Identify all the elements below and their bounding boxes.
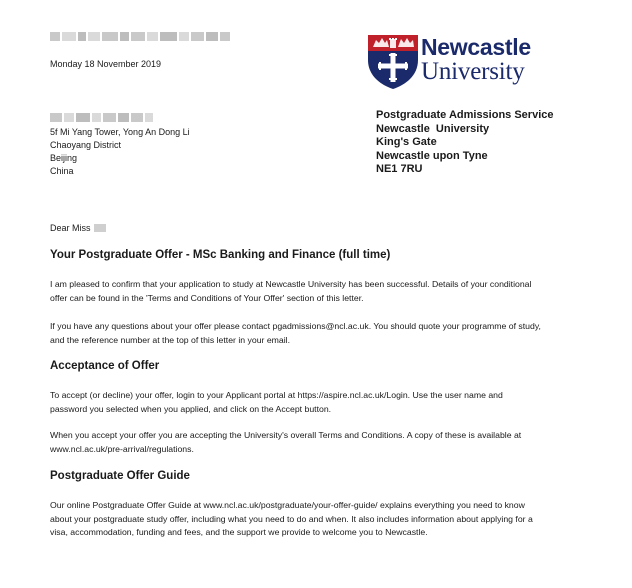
sender-address <box>376 109 554 177</box>
paragraph-line: and the reference number at the top of this letter in your email. <box>50 334 291 345</box>
recipient-address <box>50 126 190 178</box>
logo-line-2: University <box>421 58 525 85</box>
paragraph-line: Our online Postgraduate Offer Guide at www.ncl.ac.uk/postgraduate/your-offer-guide/ explains everything you need to know <box>50 500 525 510</box>
offer-guide-heading: Postgraduate Offer Guide <box>50 470 190 482</box>
offer-guide-paragraph <box>50 499 570 540</box>
acceptance-heading: Acceptance of Offer <box>50 360 160 372</box>
sender-line: King's Gate <box>376 136 437 149</box>
sender-line: Postgraduate Admissions Service <box>376 109 554 121</box>
redacted-reference <box>50 32 230 41</box>
paragraph-line: offer can be found in the 'Terms and Conditions of Your Offer' section of this letter. <box>50 292 364 303</box>
offer-paragraph-1 <box>50 278 570 305</box>
acceptance-paragraph-1 <box>50 389 570 416</box>
logo-wordmark <box>421 36 531 84</box>
sender-line: Newcastle upon Tyne <box>376 149 488 162</box>
redacted-recipient-name <box>50 113 153 122</box>
paragraph-line: visa, accommodation, funding and fees, and the support we provide to welcome you to Newcastle. <box>50 527 428 537</box>
paragraph-line: about your postgraduate study offer, including what you need to do and when. It also includes information about applying for a <box>50 513 533 524</box>
sender-line: Newcastle University <box>376 122 490 135</box>
paragraph-line: When you accept your offer you are accepting the University's overall Terms and Conditions. A copy of these is available at <box>50 430 522 440</box>
salutation <box>50 222 106 235</box>
recipient-line: Chaoyang District <box>50 140 122 150</box>
paragraph-line: If you have any questions about your offer please contact pgadmissions@ncl.ac.uk. You should quote your programme of study, <box>50 321 541 331</box>
offer-heading: Your Postgraduate Offer - MSc Banking and Finance (full time) <box>50 249 391 261</box>
redacted-surname <box>94 224 106 232</box>
paragraph-line: To accept (or decline) your offer, login to your Applicant portal at https://aspire.ncl.ac.uk/Login. Use the user name and <box>50 390 503 400</box>
logo-line-1: Newcastle <box>421 34 531 60</box>
sender-line: NE1 7RU <box>376 163 423 176</box>
recipient-line: 5f Mi Yang Tower, Yong An Dong Li <box>50 127 190 137</box>
acceptance-paragraph-2 <box>50 429 570 456</box>
recipient-line: Beijing <box>50 153 78 163</box>
salutation-text: Dear Miss <box>50 223 91 233</box>
paragraph-line: password you selected when you applied, and click on the Accept button. <box>50 403 332 414</box>
paragraph-line: I am pleased to confirm that your application to study at Newcastle University has been successful. Details of your conditional <box>50 279 532 289</box>
recipient-line: China <box>50 166 74 176</box>
letter-date: Monday 18 November 2019 <box>50 59 162 69</box>
paragraph-line: www.ncl.ac.uk/pre-arrival/regulations. <box>50 443 194 454</box>
offer-paragraph-2 <box>50 320 570 347</box>
